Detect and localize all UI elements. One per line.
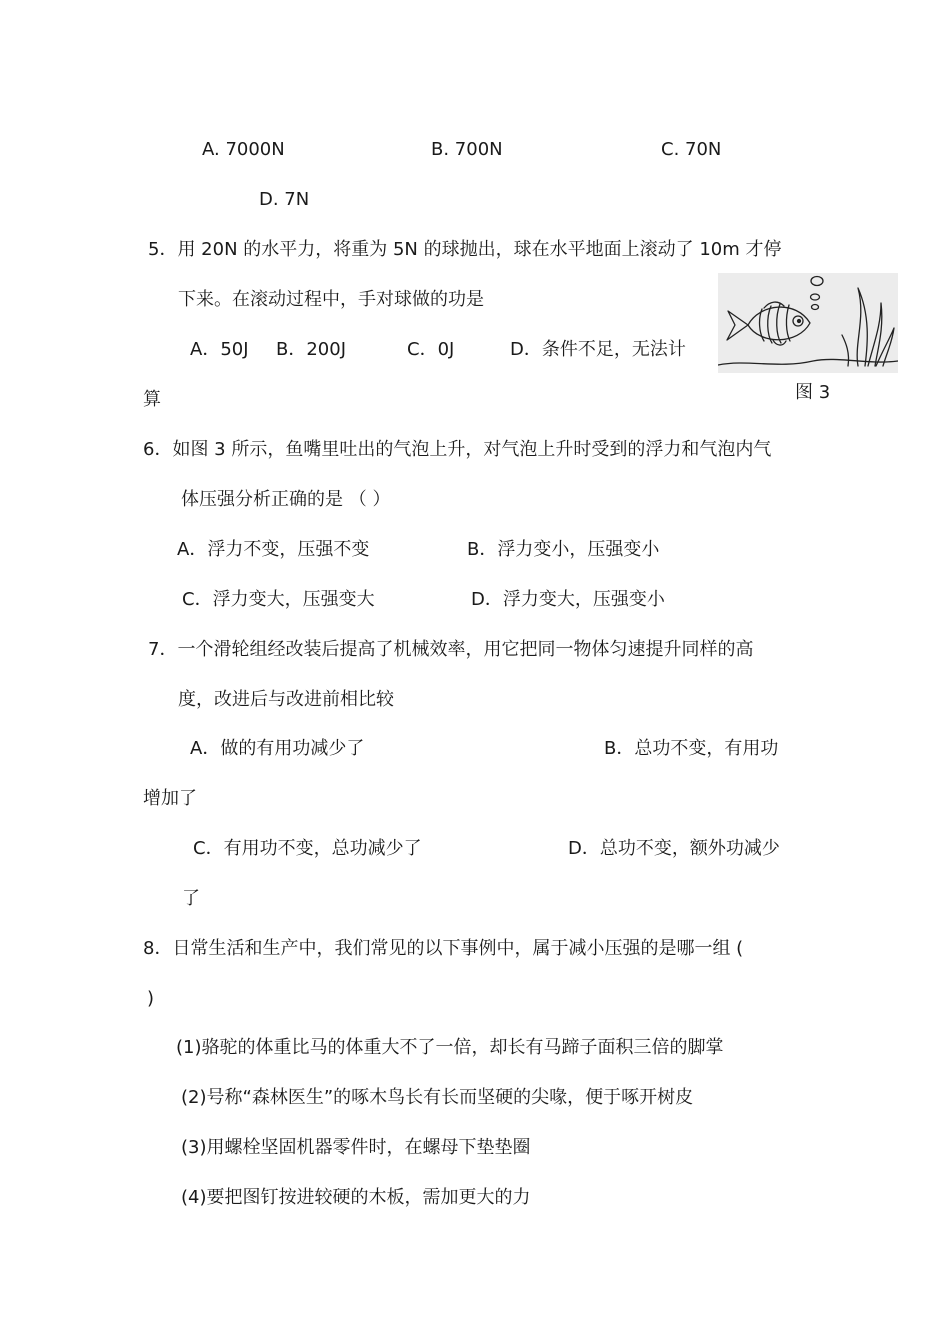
q6-option-c: C．浮力变大，压强变大 — [182, 589, 375, 610]
q7-option-d: D．总功不变，额外功减少 — [568, 838, 780, 859]
q5-stem-line1: 5．用 20N 的水平力，将重为 5N 的球抛出，球在水平地面上滚动了 10m 才停 — [148, 239, 782, 260]
q6-option-d: D．浮力变大，压强变小 — [471, 589, 665, 610]
q8-item-3: (3)用螺栓坚固机器零件时，在螺母下垫垫圈 — [181, 1137, 531, 1158]
q6-stem-line2: 体压强分析正确的是 （ ） — [181, 489, 391, 510]
q4-option-c: C. 70N — [661, 139, 722, 160]
q6-stem-line1: 6．如图 3 所示，鱼嘴里吐出的气泡上升，对气泡上升时受到的浮力和气泡内气 — [143, 439, 772, 460]
q8-stem-line1: 8．日常生活和生产中，我们常见的以下事例中，属于减小压强的是哪一组 ( — [143, 938, 744, 959]
q7-option-d-wrap: 了 — [182, 888, 200, 909]
q7-option-a: A．做的有用功减少了 — [190, 738, 365, 759]
q4-option-a: A. 7000N — [202, 139, 285, 160]
q8-item-1: (1)骆驼的体重比马的体重大不了一倍，却长有马蹄子面积三倍的脚掌 — [176, 1037, 724, 1058]
q7-option-b: B．总功不变，有用功 — [604, 738, 779, 759]
q5-stem-line2: 下来。在滚动过程中，手对球做的功是 — [178, 289, 484, 310]
fish-with-bubbles-icon — [718, 273, 898, 373]
q5-option-b: B．200J — [276, 339, 347, 360]
q5-option-d: D．条件不足，无法计 — [510, 339, 686, 360]
q5-option-d-wrap: 算 — [143, 389, 161, 410]
q4-option-d: D. 7N — [259, 189, 310, 210]
q6-option-a: A．浮力不变，压强不变 — [177, 539, 370, 560]
q4-option-b: B. 700N — [431, 139, 503, 160]
q8-item-2: (2)号称“森林医生”的啄木鸟长有长而坚硬的尖喙，便于啄开树皮 — [181, 1087, 694, 1108]
q7-option-c: C．有用功不变，总功减少了 — [193, 838, 422, 859]
q5-option-a: A．50J — [190, 339, 249, 360]
q7-option-b-wrap: 增加了 — [143, 788, 197, 809]
figure-caption: 图 3 — [795, 382, 831, 403]
q8-item-4: (4)要把图钉按进较硬的木板，需加更大的力 — [181, 1187, 531, 1208]
q8-stem-line2: ) — [147, 988, 155, 1009]
q7-stem-line2: 度，改进后与改进前相比较 — [178, 689, 394, 710]
q5-option-c: C．0J — [407, 339, 455, 360]
q7-stem-line1: 7．一个滑轮组经改装后提高了机械效率，用它把同一物体匀速提升同样的高 — [148, 639, 754, 660]
q6-option-b: B．浮力变小，压强变小 — [467, 539, 660, 560]
